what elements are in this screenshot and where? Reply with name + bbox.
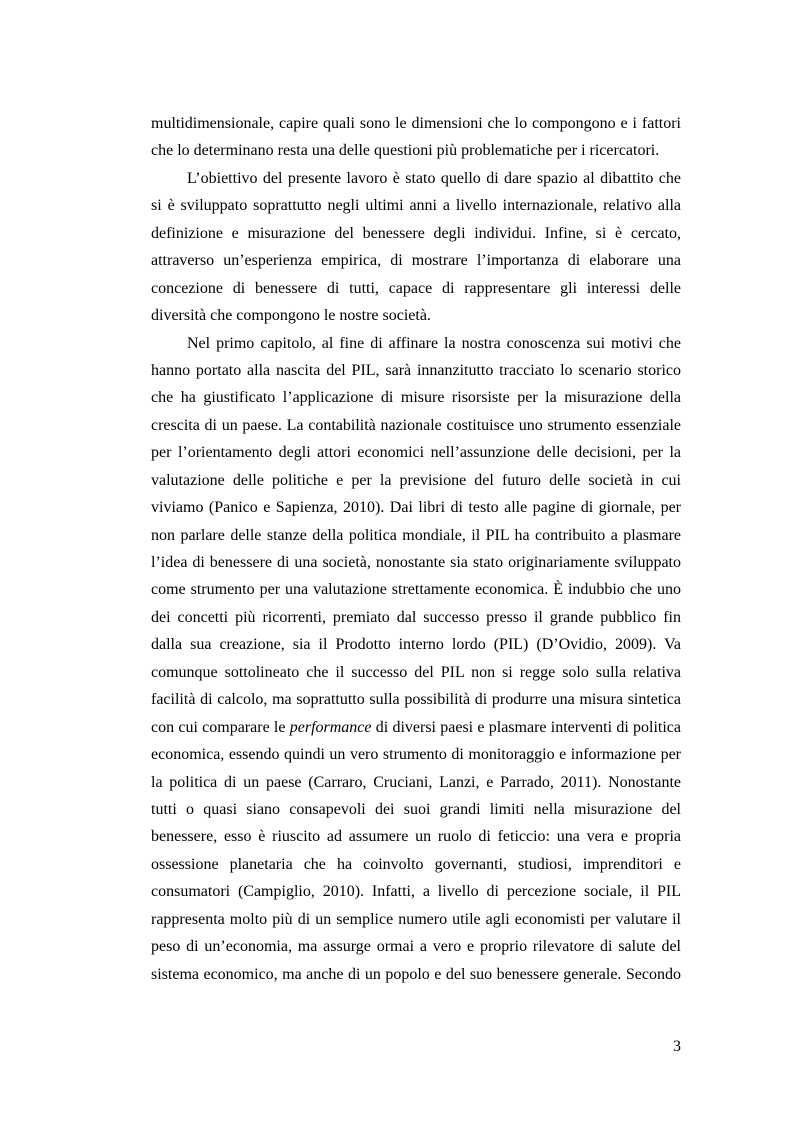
text-line: dei concetti più ricorrenti, premiato dal successo presso il grande pubblico fin (151, 608, 681, 626)
text-line: che lo determinano resta una delle questioni più problematiche per i ricercatori. (151, 142, 660, 160)
text-line: multidimensionale, capire quali sono le dimensioni che lo compongono e i fattori (151, 115, 681, 132)
text-line: viviamo (Panico e Sapienza, 2010). Dai libri di testo alle pagine di giornale, per (151, 499, 681, 517)
text-line: come strumento per una valutazione strettamente economica. È indubbio che uno (151, 581, 681, 599)
text-line: L’obiettivo del presente lavoro è stato quello di dare spazio al dibattito che (187, 169, 681, 187)
text-line: consumatori (Campiglio, 2010). Infatti, a livello di percezione sociale, il PIL (151, 883, 681, 901)
text-line: l’idea di benessere di una società, nonostante sia stato originariamente sviluppato (151, 554, 681, 571)
text-line: dalla sua creazione, sia il Prodotto interno lordo (PIL) (D’Ovidio, 2009). Va (151, 636, 681, 654)
text-segment: di diversi paesi e plasmare interventi di politica (371, 718, 681, 736)
text-line: attraverso un’esperienza empirica, di mostrare l’importanza di elaborare una (151, 252, 681, 270)
text-line: benessere, esso è riuscito ad assumere un ruolo di feticcio: una vera e propria (151, 828, 681, 846)
text-line: economica, essendo quindi un vero strumento di monitoraggio e informazione per (151, 746, 681, 764)
text-line: tutti o quasi siano consapevoli dei suoi grandi limiti nella misurazione del (151, 800, 681, 818)
text-line: Nel primo capitolo, al fine di affinare la nostra conoscenza sui motivi che (187, 334, 681, 352)
text-line: comunque sottolineato che il successo del PIL non si regge solo sulla relativa (151, 663, 681, 681)
text-line: per l’orientamento degli attori economici nell’assunzione delle decisioni, per la (151, 444, 681, 462)
text-line: diversità che compongono le nostre società. (151, 307, 431, 325)
italic-term: performance (289, 718, 372, 736)
text-line: peso di un’economia, ma assurge ormai a vero e proprio rilevatore di salute del (151, 938, 681, 956)
text-line-with-italic (151, 714, 681, 741)
text-line: sistema economico, ma anche di un popolo e del suo benessere generale. Secondo (151, 965, 681, 983)
text-line: valutazione delle politiche e per la previsione del futuro delle società in cui (151, 471, 681, 489)
text-line: rappresenta molto più di un semplice numero utile agli economisti per valutare il (151, 910, 681, 928)
text-line: concezione di benessere di tutti, capace di rappresentare gli interessi delle (151, 279, 681, 297)
paragraph-3 (151, 330, 681, 989)
text-line: che ha giustificato l’applicazione di misure risorsiste per la misurazione della (151, 389, 681, 407)
text-line: facilità di calcolo, ma soprattutto sulla possibilità di produrre una misura sintetica (151, 691, 681, 709)
text-line: ossessione planetaria che ha coinvolto governanti, studiosi, imprenditori e (151, 855, 681, 873)
paragraph-1 (151, 110, 681, 165)
text-line: definizione e misurazione del benessere degli individui. Infine, si è cercato, (151, 224, 681, 242)
text-line: non parlare delle stanze della politica mondiale, il PIL ha contribuito a plasmare (151, 526, 681, 544)
text-line: si è sviluppato soprattutto negli ultimi anni a livello internazionale, relativo alla (151, 197, 681, 215)
text-line: la politica di un paese (Carraro, Cruciani, Lanzi, e Parrado, 2011). Nonostante (151, 773, 681, 791)
text-line: hanno portato alla nascita del PIL, sarà innanzitutto tracciato lo scenario storico (151, 361, 681, 379)
text-segment: con cui comparare le (151, 718, 290, 736)
body-text (151, 110, 681, 988)
page-number: 3 (673, 1038, 681, 1055)
paragraph-2 (151, 165, 681, 330)
text-line: crescita di un paese. La contabilità nazionale costituisce uno strumento essenziale (151, 416, 681, 434)
